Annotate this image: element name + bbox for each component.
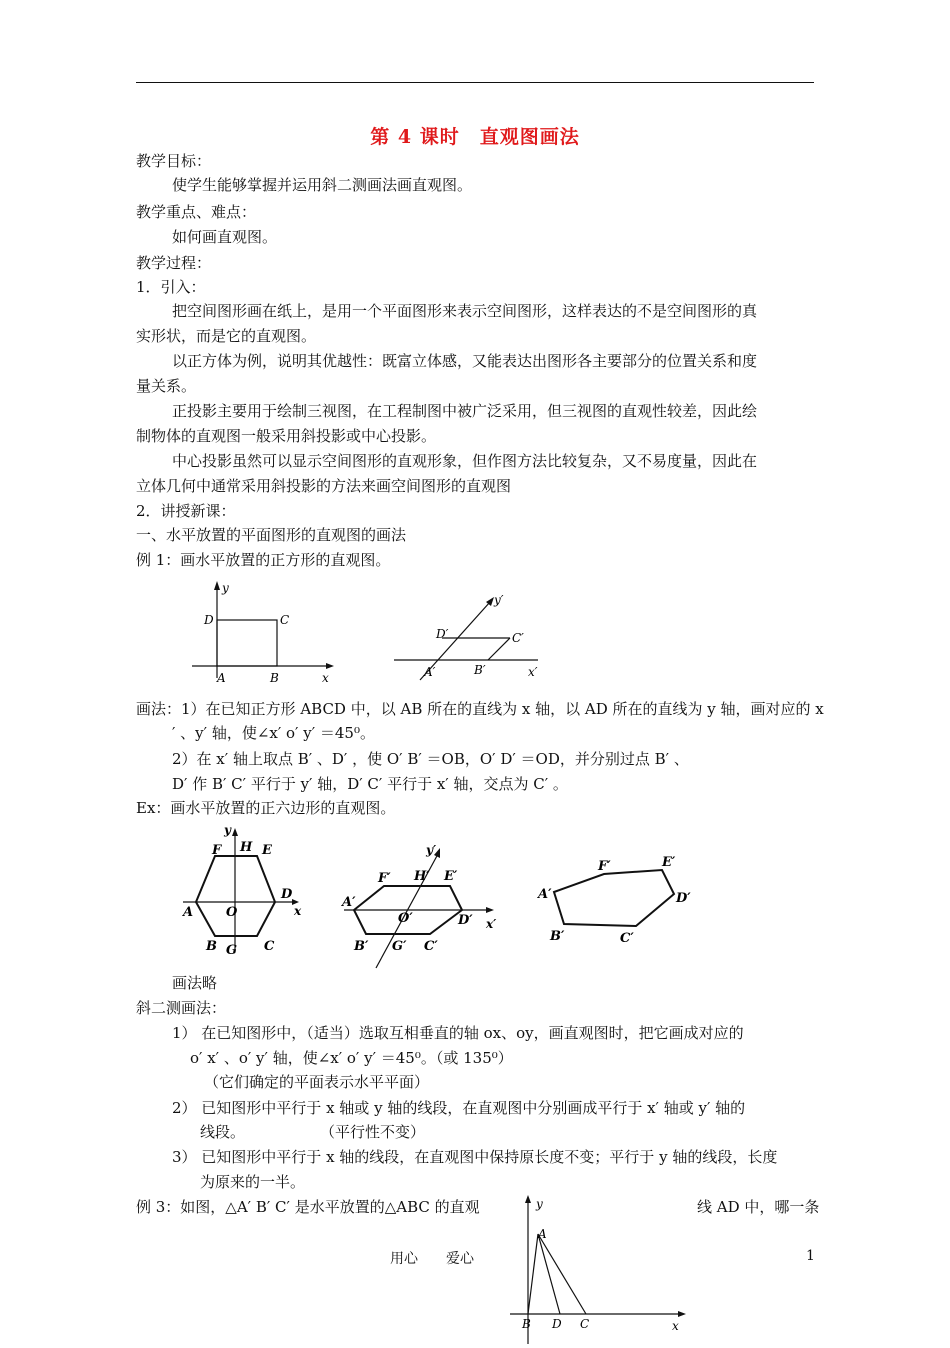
text-line: 教学重点、难点： xyxy=(136,203,257,221)
axis-label-y: y′ xyxy=(494,593,504,607)
text-line: 教学过程： xyxy=(136,254,212,272)
axis-label-y: y′ xyxy=(426,843,437,857)
axis-label-y: y xyxy=(224,823,231,837)
text-line: 如何画直观图。 xyxy=(172,228,278,246)
footer-text: 用心 爱心 xyxy=(390,1251,474,1267)
result-hexagon-figure xyxy=(536,852,706,952)
point-label: G′ xyxy=(392,939,407,954)
oblique-hexagon-figure xyxy=(340,838,510,970)
text-line: 例 3：如图，△A′ B′ C′ 是水平放置的△ABC 的直观 xyxy=(136,1198,480,1216)
text-line: 线 AD 中，哪一条 xyxy=(697,1198,820,1216)
text-line: Ex：画水平放置的正六边形的直观图。 xyxy=(136,799,396,817)
text-line: 一、水平放置的平面图形的直观图的画法 xyxy=(136,526,407,544)
point-label: D xyxy=(281,887,293,902)
point-label: G xyxy=(226,943,238,956)
point-label: C xyxy=(280,613,290,627)
square-figure xyxy=(182,578,342,690)
point-label: D′ xyxy=(458,913,473,928)
point-label: F′ xyxy=(598,859,611,874)
text-line: 线段。 （平行性不变） xyxy=(200,1123,426,1141)
point-label: C xyxy=(264,939,275,954)
point-label: C′ xyxy=(512,631,524,645)
point-label: B xyxy=(270,671,279,685)
triangle-figure xyxy=(508,1194,692,1344)
header-rule xyxy=(136,82,814,83)
point-label: E′ xyxy=(662,855,676,870)
text-line: 中心投影虽然可以显示空间图形的直观形象，但作图方法比较复杂，又不易度量，因此在 xyxy=(172,452,758,470)
text-line: 2） 已知图形中平行于 x 轴或 y 轴的线段，在直观图中分别画成平行于 x′ 轴或 y′ 轴的 xyxy=(172,1099,746,1117)
point-label: O xyxy=(226,905,238,920)
text-line: 1） 在已知图形中，（适当）选取互相垂直的轴 ox、oy，画直观图时，把它画成对应的 xyxy=(172,1024,744,1042)
point-label: F xyxy=(212,843,222,858)
point-label: E′ xyxy=(444,869,458,884)
axis-label-x: x′ xyxy=(486,917,497,931)
text-line: ′ 、y′ 轴，使∠x′ o′ y′ ＝45⁰。 xyxy=(172,724,375,742)
point-label: A′ xyxy=(342,895,356,910)
text-line: 立体几何中通常采用斜投影的方法来画空间图形的直观图 xyxy=(136,477,512,495)
text-line: 例 1：画水平放置的正方形的直观图。 xyxy=(136,551,391,569)
point-label: A xyxy=(538,1227,547,1241)
point-label: H′ xyxy=(414,869,430,884)
page-title: 第 4 课时 直观图画法 xyxy=(370,126,580,148)
oblique-square-figure xyxy=(390,588,550,688)
point-label: A′ xyxy=(538,887,552,902)
text-line: 斜二测画法： xyxy=(136,999,227,1017)
axis-label-y: y xyxy=(536,1197,543,1211)
text-line: （它们确定的平面表示水平平面） xyxy=(204,1073,430,1091)
text-line: 2）在 x′ 轴上取点 B′ 、D′ ，使 O′ B′ ＝OB，O′ D′ ＝OD，并分别过点 B′ 、 xyxy=(172,750,689,768)
point-label: B′ xyxy=(474,663,486,677)
point-label: C xyxy=(580,1317,590,1331)
point-label: D′ xyxy=(676,891,691,906)
text-line: D′ 作 B′ C′ 平行于 y′ 轴，D′ C′ 平行于 x′ 轴，交点为 C′ 。 xyxy=(172,775,568,793)
text-line: 画法略 xyxy=(172,974,218,992)
text-line: o′ x′ 、o′ y′ 轴，使∠x′ o′ y′ ＝45⁰。（或 135⁰） xyxy=(190,1049,513,1067)
text-line: 1．引入： xyxy=(136,278,206,296)
point-label: C′ xyxy=(424,939,438,954)
text-line: 为原来的一半。 xyxy=(200,1173,306,1191)
point-label: A′ xyxy=(424,665,436,679)
axis-label-x: x xyxy=(294,904,302,918)
point-label: A xyxy=(217,671,226,685)
point-label: B′ xyxy=(550,929,565,944)
point-label: B xyxy=(206,939,217,954)
point-label: H xyxy=(240,840,253,855)
point-label: D xyxy=(204,613,214,627)
axis-label-y: y xyxy=(222,581,229,595)
text-line: 以正方体为例，说明其优越性：既富立体感，又能表达出图形各主要部分的位置关系和度 xyxy=(172,352,758,370)
point-label: D′ xyxy=(436,627,449,641)
text-line: 把空间图形画在纸上，是用一个平面图形来表示空间图形，这样表达的不是空间图形的真 xyxy=(172,302,758,320)
point-label: C′ xyxy=(620,931,634,946)
axis-label-x: x′ xyxy=(528,665,538,679)
text-line: 教学目标： xyxy=(136,152,212,170)
text-line: 3） 已知图形中平行于 x 轴的线段，在直观图中保持原长度不变；平行于 y 轴的线段，长度 xyxy=(172,1148,778,1166)
point-label: B xyxy=(522,1317,531,1331)
point-label: A xyxy=(183,905,194,920)
text-line: 量关系。 xyxy=(136,377,197,395)
text-line: 使学生能够掌握并运用斜二测画法画直观图。 xyxy=(172,176,473,194)
axis-label-x: x xyxy=(322,671,329,685)
point-label: E xyxy=(262,843,272,858)
text-line: 制物体的直观图一般采用斜投影或中心投影。 xyxy=(136,427,437,445)
point-label: F′ xyxy=(378,871,391,886)
text-line: 画法：1）在已知正方形 ABCD 中，以 AB 所在的直线为 x 轴，以 AD 所在的直线为 y 轴，画对应的 x xyxy=(136,700,824,718)
text-line: 2．讲授新课： xyxy=(136,502,236,520)
point-label: B′ xyxy=(354,939,369,954)
axis-label-x: x xyxy=(672,1319,679,1333)
page-number: 1 xyxy=(806,1248,815,1264)
text-line: 实形状，而是它的直观图。 xyxy=(136,327,317,345)
point-label: D xyxy=(552,1317,562,1331)
text-line: 正投影主要用于绘制三视图，在工程制图中被广泛采用，但三视图的直观性较差，因此绘 xyxy=(172,402,758,420)
point-label: O′ xyxy=(398,911,413,926)
hexagon-figure xyxy=(178,822,308,956)
